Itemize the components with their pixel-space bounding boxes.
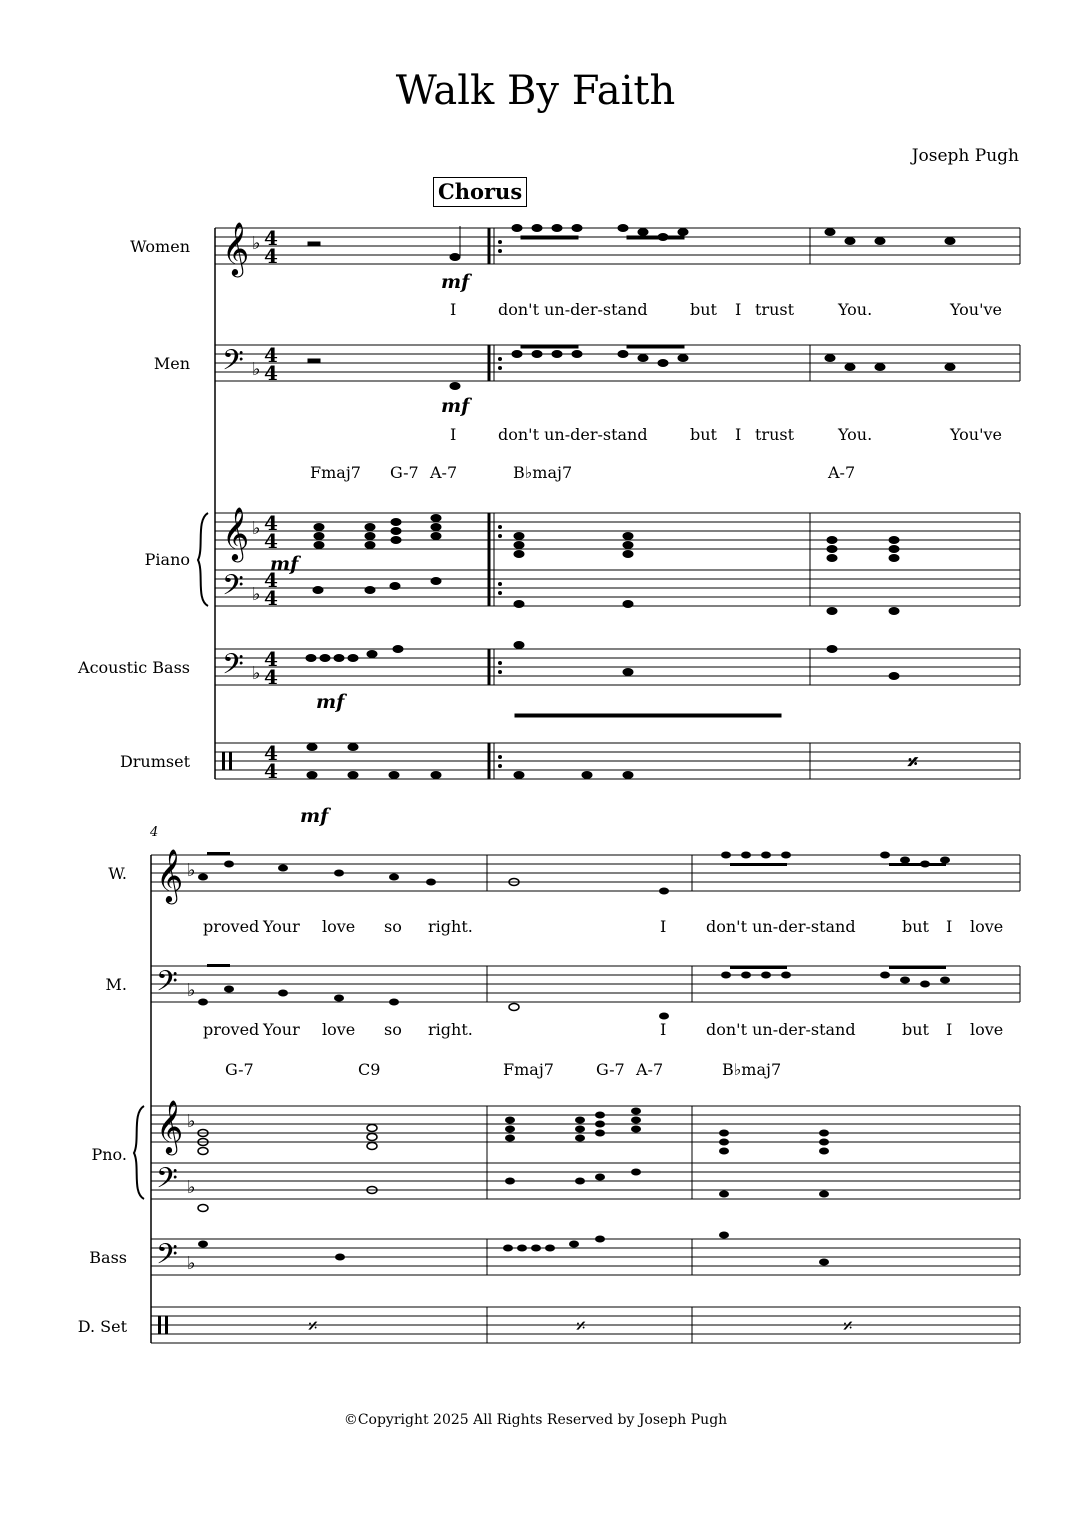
lyric: don't un-der-stand [498,300,648,319]
svg-text:4: 4 [264,511,278,535]
lyric: but [902,1020,929,1039]
lyric: so [384,1020,402,1039]
svg-text:4: 4 [264,741,278,765]
flat-key-signature: ♭ [252,584,261,605]
drum-beam [515,714,781,717]
lyric: so [384,917,402,936]
lyric: love [322,1020,356,1039]
lyric: don't un-der-stand [706,1020,856,1039]
svg-text:4: 4 [264,343,278,367]
barlines [489,228,1020,779]
staff-bass [215,649,1020,685]
rehearsal-mark: Chorus [433,177,527,207]
svg-text:4: 4 [264,244,278,268]
measure-number: 4 [150,825,159,840]
lyric: Your [263,917,300,936]
svg-text:𝄎: 𝄎 [576,1314,586,1338]
svg-text:♭: ♭ [187,1253,196,1274]
staff-piano-lh [215,570,1020,606]
svg-text:𝄢: 𝄢 [156,1238,178,1278]
chord-symbol: B♭maj7 [722,1060,782,1079]
bass-clef: 𝄢 [222,569,244,609]
staff-men [215,345,1020,381]
chord-symbol: G-7 [390,463,419,482]
treble-clef: 𝄞 [222,221,250,275]
svg-text:4: 4 [264,759,278,783]
lyric: I [735,300,742,319]
bass-clef: 𝄢 [222,648,244,688]
lyric: I [450,300,457,319]
svg-text:4: 4 [264,529,278,553]
lyric: but [690,425,717,444]
system-1-notes [306,225,955,779]
system-2-glyphs [156,848,953,1338]
svg-text:4: 4 [264,586,278,610]
svg-text:4: 4 [264,361,278,385]
svg-text:mf: mf [441,271,470,293]
flat-key-signature: ♭ [252,518,261,539]
chord-symbol: Fmaj7 [310,463,361,482]
lyric: love [970,1020,1004,1039]
composer: Joseph Pugh [911,146,1019,166]
svg-text:♭: ♭ [187,860,196,881]
staff-label-drumset-short: D. Set [77,1317,127,1336]
chord-symbol: A-7 [430,463,458,482]
svg-text:4: 4 [264,568,278,592]
staff-label-piano-short: Pno. [91,1145,127,1164]
treble-clef: 𝄞 [222,506,250,560]
lyric: You. [838,425,873,444]
lyric: I [660,917,667,936]
flat-key-signature: ♭ [252,663,261,684]
svg-text:𝄢: 𝄢 [156,1162,178,1202]
staff-label-men: Men [153,354,190,373]
lyric: trust [755,425,795,444]
svg-text:𝄎: 𝄎 [308,1314,318,1338]
svg-text:mf: mf [270,553,299,575]
lyric: but [902,917,929,936]
lyric: I [946,917,953,936]
lyric: I [450,425,457,444]
lyric: don't un-der-stand [706,917,856,936]
repeat-dots [498,240,502,768]
lyric: proved [203,917,260,936]
chord-symbol: A-7 [828,463,856,482]
lyric: trust [755,300,795,319]
svg-text:mf: mf [316,691,345,713]
lyric: I [735,425,742,444]
staff-women [215,228,1020,264]
lyric: love [322,917,356,936]
svg-text:mf: mf [441,395,470,417]
lyric: right. [428,917,473,936]
piano-brace [198,513,208,606]
svg-text:♭: ♭ [187,1111,196,1132]
chord-symbol: B♭maj7 [513,463,573,482]
percussion-clef [222,752,225,770]
flat-key-signature: ♭ [252,359,261,380]
staff-label-bass-short: Bass [89,1248,127,1267]
svg-text:♭: ♭ [187,980,196,1001]
system-2 [134,855,1020,1343]
chord-symbol: G-7 [225,1060,254,1079]
copyright-notice: ©Copyright 2025 All Rights Reserved by Joseph Pugh [343,1412,728,1428]
staff-drumset [215,743,1020,779]
svg-text:mf: mf [300,805,329,827]
svg-text:𝄞: 𝄞 [156,848,184,902]
staff-label-women-short: W. [108,864,127,883]
note [450,254,460,261]
measure-repeat-sign: 𝄎 [908,750,918,774]
lyric: don't un-der-stand [498,425,648,444]
bass-clef: 𝄢 [222,344,244,384]
svg-text:4: 4 [264,226,278,250]
staff-label-drumset: Drumset [119,752,190,771]
svg-text:♭: ♭ [187,1177,196,1198]
chord-symbol: C9 [358,1060,381,1079]
score-title: Walk By Faith [395,68,676,114]
staff-label-piano: Piano [144,550,190,569]
lyric: but [690,300,717,319]
flat-key-signature: ♭ [252,233,261,254]
svg-text:𝄎: 𝄎 [843,1314,853,1338]
svg-text:4: 4 [264,647,278,671]
staff-label-bass: Acoustic Bass [78,658,190,677]
svg-text:4: 4 [264,665,278,689]
staff-piano-rh [215,513,1020,549]
staff-label-men-short: M. [105,975,127,994]
lyric: I [660,1020,667,1039]
svg-text:𝄢: 𝄢 [156,965,178,1005]
half-rest [308,242,320,246]
lyric: I [946,1020,953,1039]
beamed-notes [512,225,688,241]
lyric: You've [950,425,1003,444]
chord-symbol: Fmaj7 [503,1060,554,1079]
lyric: proved [203,1020,260,1039]
chord-symbol: A-7 [636,1060,664,1079]
lyric: love [970,917,1004,936]
chord-symbol: G-7 [596,1060,625,1079]
time-signatures [264,226,278,783]
svg-text:𝄞: 𝄞 [156,1099,184,1153]
lyric: You. [838,300,873,319]
staff-label-women: Women [130,237,190,256]
lyric: right. [428,1020,473,1039]
lyric: Your [263,1020,300,1039]
lyric: You've [950,300,1003,319]
